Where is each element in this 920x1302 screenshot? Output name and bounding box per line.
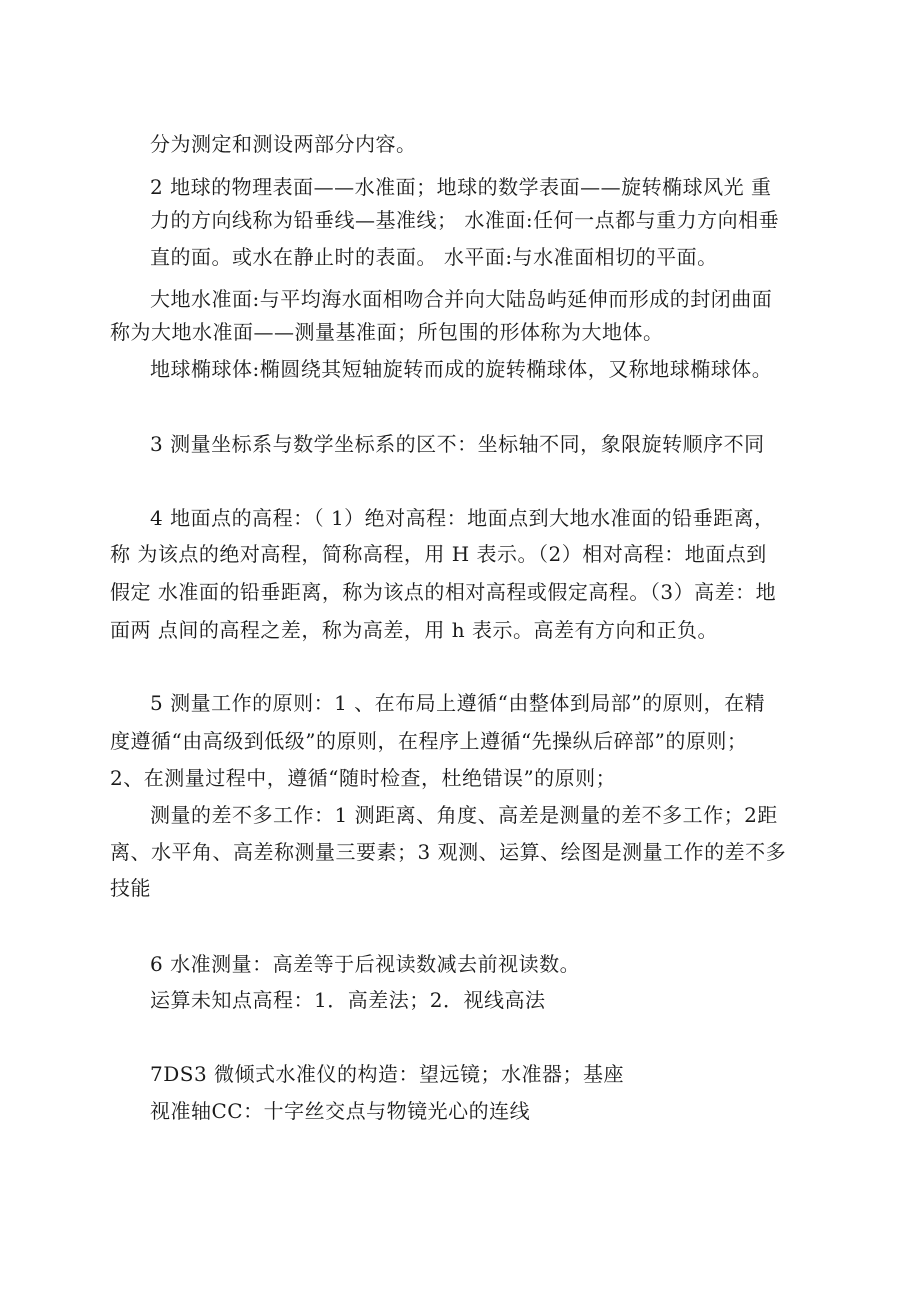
text-line: 假定 水准面的铅垂距离，称为该点的相对高程或假定高程。（3）高差：地 xyxy=(110,580,777,604)
text-line: 力的方向线称为铅垂线—基准线； 水准面:任何一点都与重力方向相垂 xyxy=(150,208,780,232)
text-line: 2 地球的物理表面——水准面；地球的数学表面——旋转椭球风光 重 xyxy=(150,175,772,199)
text-line: 5 测量工作的原则：1 、在布局上遵循“由整体到局部”的原则，在精 xyxy=(150,691,766,715)
text-line: 面两 点间的高程之差，称为高差，用 h 表示。高差有方向和正负。 xyxy=(110,618,718,642)
text-line: 测量的差不多工作：1 测距离、角度、高差是测量的差不多工作；2距 xyxy=(150,803,778,827)
text-line: 3 测量坐标系与数学坐标系的区不：坐标轴不同，象限旋转顺序不同 xyxy=(150,432,765,456)
text-line: 称为大地水准面——测量基准面；所包围的形体称为大地体。 xyxy=(110,320,664,344)
text-line: 4 地面点的高程：（ 1）绝对高程：地面点到大地水准面的铅垂距离， xyxy=(150,506,775,530)
text-line: 技能 xyxy=(110,876,151,900)
text-line: 称 为该点的绝对高程，简称高程，用 H 表示。（2）相对高程：地面点到 xyxy=(110,542,767,566)
text-line: 地球椭球体:椭圆绕其短轴旋转而成的旋转椭球体，又称地球椭球体。 xyxy=(150,357,773,381)
text-line: 运算未知点高程：1．高差法；2．视线高法 xyxy=(150,988,546,1012)
text-line: 2、在测量过程中，遵循“随时检查，杜绝错误”的原则； xyxy=(110,766,617,790)
text-line: 大地水准面:与平均海水面相吻合并向大陆岛屿延伸而形成的封闭曲面 xyxy=(150,287,773,311)
text-line: 直的面。或水在静止时的表面。 水平面:与水准面相切的平面。 xyxy=(150,245,718,269)
text-line: 度遵循“由高级到低级”的原则，在程序上遵循“先操纵后碎部”的原则； xyxy=(110,729,748,753)
text-line: 视准轴CC：十字丝交点与物镜光心的连线 xyxy=(150,1099,531,1123)
text-line: 离、水平角、高差称测量三要素；3 观测、运算、绘图是测量工作的差不多 xyxy=(110,840,787,864)
text-line: 7DS3 微倾式水准仪的构造：望远镜；水准器；基座 xyxy=(150,1062,625,1086)
text-line: 分为测定和测设两部分内容。 xyxy=(150,132,417,156)
text-line: 6 水准测量：高差等于后视读数减去前视读数。 xyxy=(150,952,581,976)
